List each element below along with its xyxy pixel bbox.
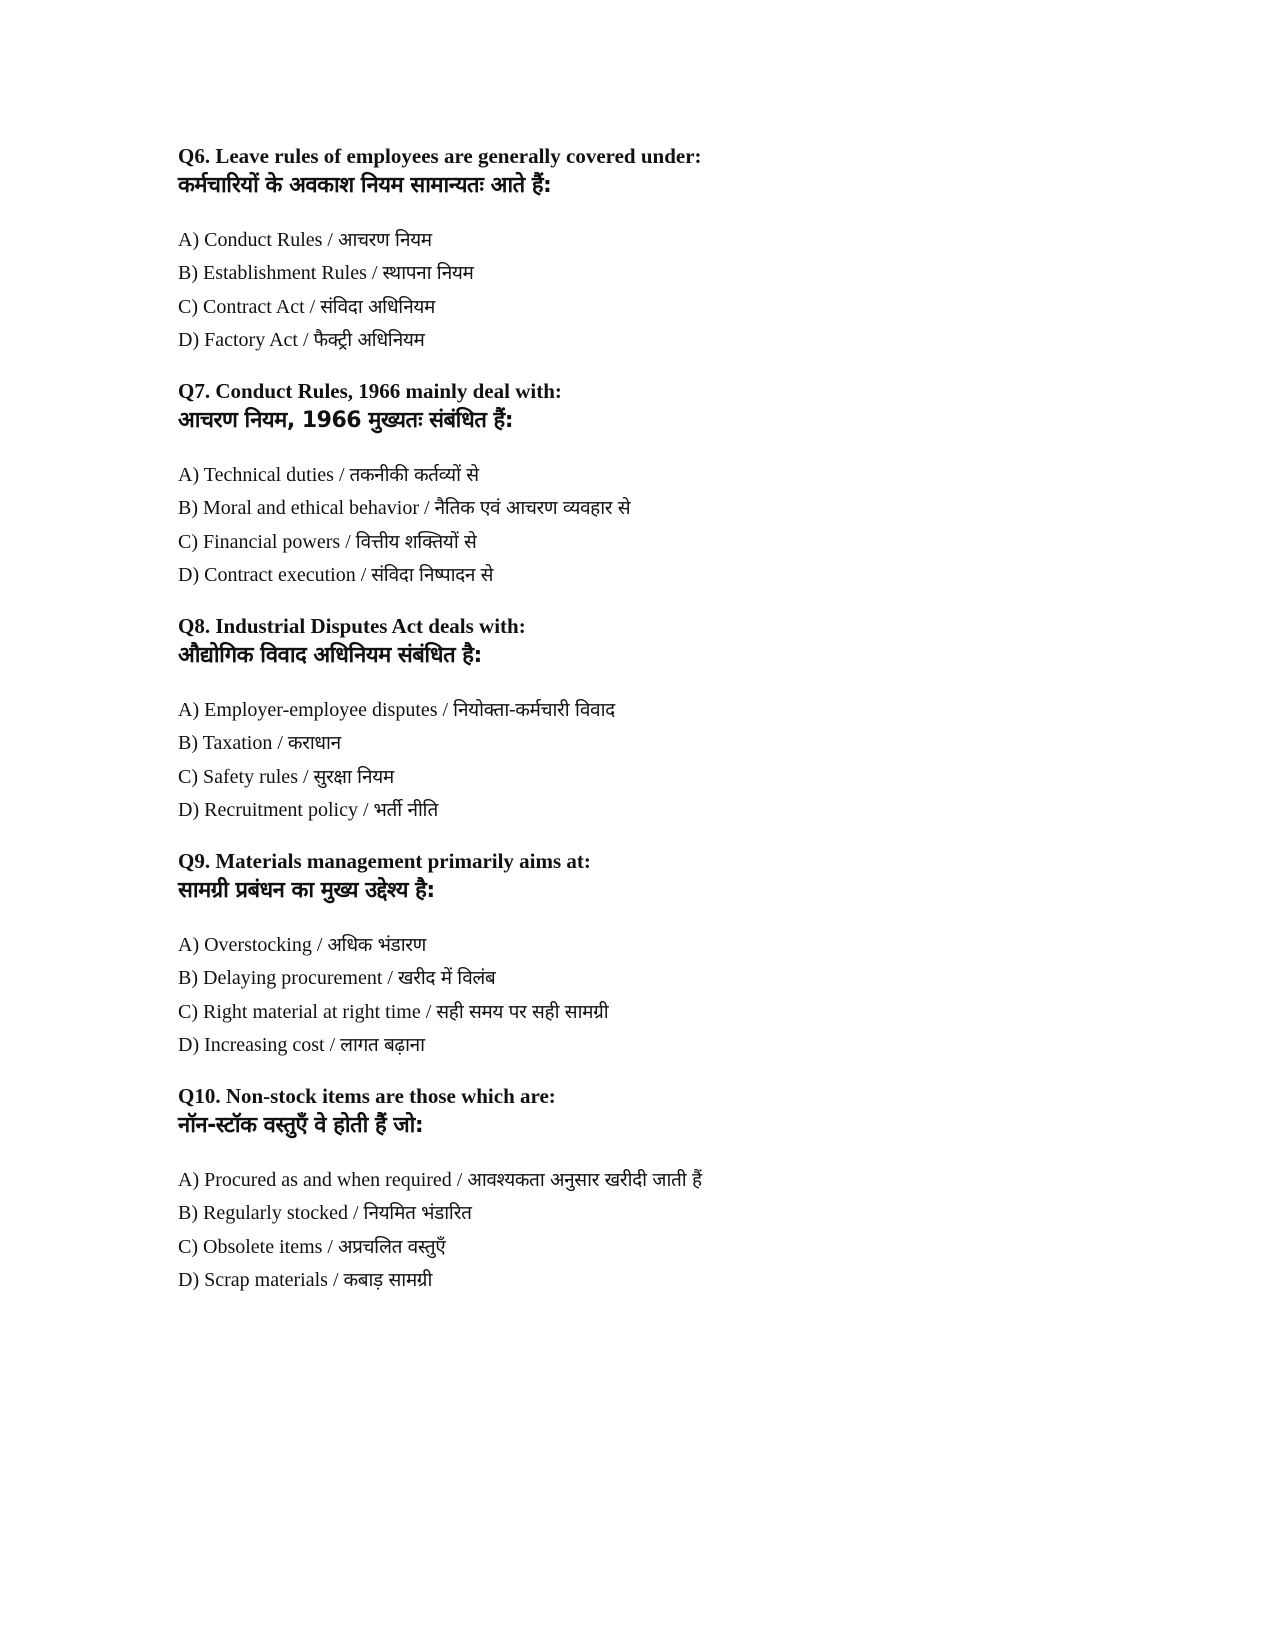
option-english: D) Scrap materials / — [178, 1269, 344, 1291]
question-text: Q10. Non-stock items are those which are: — [178, 1084, 556, 1108]
option-hindi: वित्तीय शक्तियों से — [355, 531, 477, 553]
answer-option — [178, 294, 435, 320]
option-hindi: लागत बढ़ाना — [340, 1034, 425, 1056]
question-text: Q9. Materials management primarily aims at: — [178, 849, 591, 873]
option-hindi: स्थापना नियम — [382, 262, 474, 284]
option-hindi: भर्ती नीति — [373, 799, 438, 821]
option-english: B) Moral and ethical behavior / — [178, 497, 435, 519]
option-english: A) Overstocking / — [178, 934, 328, 956]
option-hindi: आचरण नियम — [338, 229, 432, 251]
option-english: C) Contract Act / — [178, 296, 321, 318]
answer-option — [178, 965, 495, 991]
option-english: B) Regularly stocked / — [178, 1202, 364, 1224]
answer-option — [178, 1167, 702, 1193]
answer-option — [178, 932, 426, 958]
option-hindi: खरीद में विलंब — [397, 967, 496, 989]
option-english: C) Right material at right time / — [178, 1001, 437, 1023]
option-english: B) Establishment Rules / — [178, 262, 383, 284]
answer-option — [178, 730, 341, 756]
answer-option — [178, 697, 615, 723]
answer-option — [178, 495, 630, 521]
option-hindi: संविदा अधिनियम — [320, 296, 435, 318]
option-english: D) Recruitment policy / — [178, 799, 374, 821]
answer-option — [178, 1200, 472, 1226]
question-text-hindi: आचरण नियम, 1966 मुख्यतः संबंधित हैं: — [178, 408, 514, 433]
option-hindi: सही समय पर सही सामग्री — [436, 1001, 609, 1023]
option-english: C) Financial powers / — [178, 531, 356, 553]
question-text-hindi: नॉन-स्टॉक वस्तुएँ वे होती हैं जो: — [178, 1113, 424, 1138]
answer-option — [178, 260, 473, 286]
option-english: B) Delaying procurement / — [178, 967, 398, 989]
option-hindi: नियमित भंडारित — [363, 1202, 472, 1224]
option-hindi: कबाड़ सामग्री — [343, 1269, 433, 1291]
option-english: D) Contract execution / — [178, 564, 372, 586]
option-hindi: अधिक भंडारण — [327, 934, 426, 956]
option-hindi: फैक्ट्री अधिनियम — [313, 329, 425, 351]
answer-option — [178, 327, 424, 353]
answer-option — [178, 797, 438, 823]
option-hindi: सुरक्षा नियम — [313, 766, 394, 788]
question-text: Q6. Leave rules of employees are generally covered under: — [178, 144, 702, 168]
answer-option — [178, 1267, 432, 1293]
answer-option — [178, 529, 476, 555]
answer-option — [178, 562, 493, 588]
answer-option — [178, 764, 394, 790]
option-english: A) Procured as and when required / — [178, 1169, 468, 1191]
option-english: A) Employer-employee disputes / — [178, 699, 454, 721]
answer-option — [178, 462, 479, 488]
option-hindi: संविदा निष्पादन से — [371, 564, 494, 586]
option-hindi: अप्रचलित वस्तुएँ — [337, 1236, 446, 1258]
option-hindi: नैतिक एवं आचरण व्यवहार से — [434, 497, 631, 519]
option-english: B) Taxation / — [178, 732, 288, 754]
option-english: C) Obsolete items / — [178, 1236, 338, 1258]
question-text-hindi: औद्योगिक विवाद अधिनियम संबंधित है: — [178, 643, 482, 668]
option-english: D) Factory Act / — [178, 329, 314, 351]
option-hindi: तकनीकी कर्तव्यों से — [349, 464, 479, 486]
answer-option — [178, 999, 608, 1025]
question-text-hindi: सामग्री प्रबंधन का मुख्य उद्देश्य है: — [178, 878, 435, 903]
answer-option — [178, 1032, 425, 1058]
option-hindi: आवश्यकता अनुसार खरीदी जाती हैं — [467, 1169, 702, 1191]
option-english: D) Increasing cost / — [178, 1034, 341, 1056]
option-english: A) Technical duties / — [178, 464, 350, 486]
answer-option — [178, 227, 432, 253]
question-text: Q8. Industrial Disputes Act deals with: — [178, 614, 526, 638]
option-english: C) Safety rules / — [178, 766, 314, 788]
answer-option — [178, 1234, 445, 1260]
question-text-hindi: कर्मचारियों के अवकाश नियम सामान्यतः आते हैं: — [178, 173, 552, 198]
question-text: Q7. Conduct Rules, 1966 mainly deal with: — [178, 379, 562, 403]
option-hindi: कराधान — [287, 732, 341, 754]
option-hindi: नियोक्ता-कर्मचारी विवाद — [453, 699, 615, 721]
option-english: A) Conduct Rules / — [178, 229, 338, 251]
